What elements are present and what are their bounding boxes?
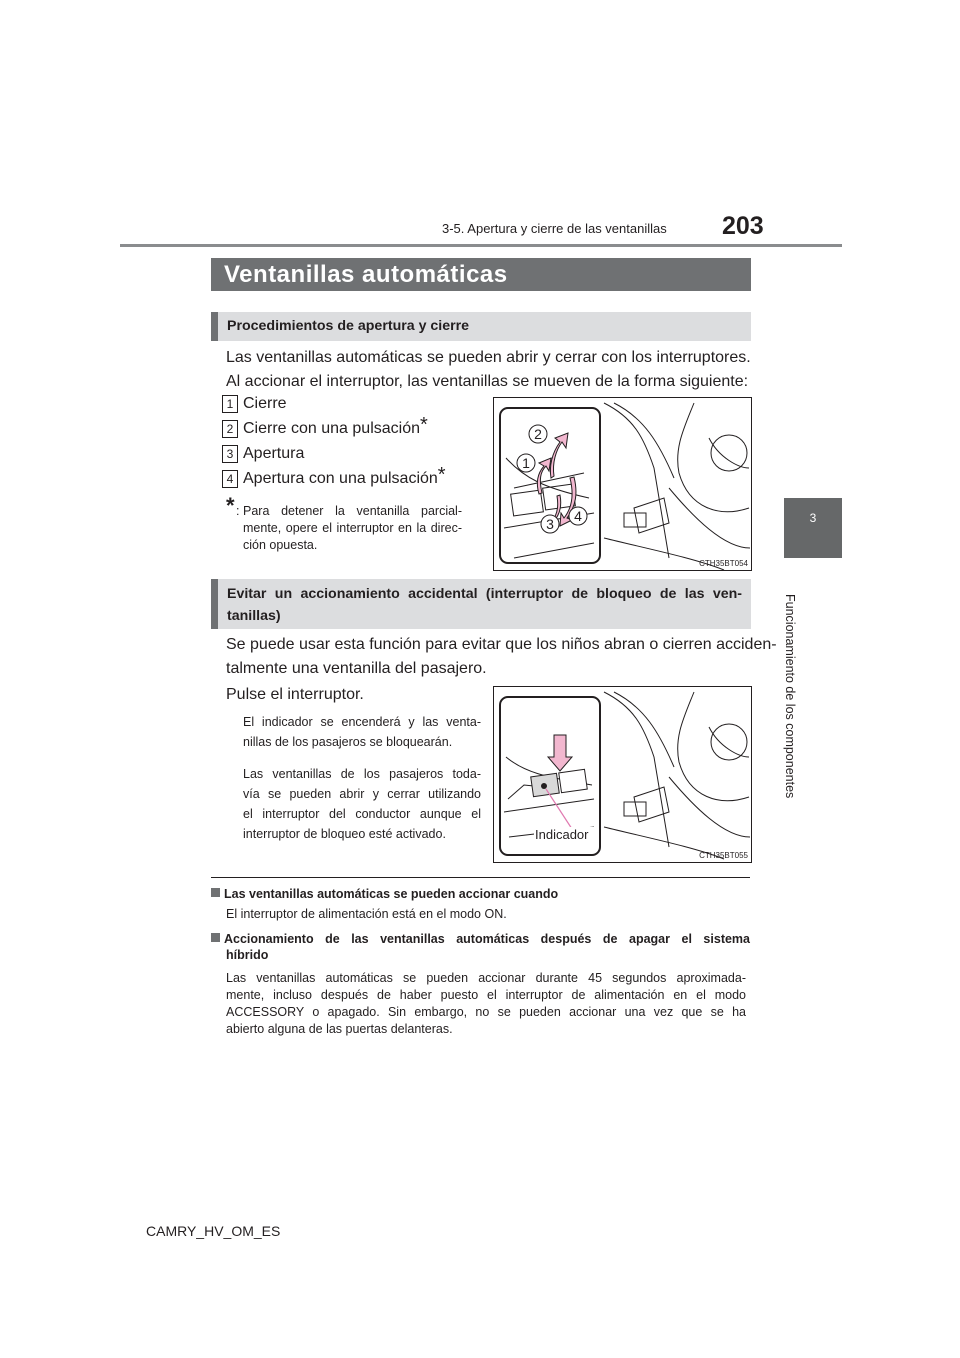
figure-code: CTH35BT055 bbox=[699, 851, 748, 860]
note-line: vía se pueden abrir y cerrar utilizando bbox=[243, 787, 481, 801]
callout-3: 3 bbox=[546, 516, 554, 532]
section-heading-bar bbox=[211, 579, 751, 629]
figure-code: CTH35BT054 bbox=[699, 559, 748, 568]
note-heading-text: híbrido bbox=[226, 948, 269, 962]
note-line: Las ventanillas de los pasajeros toda- bbox=[243, 767, 481, 781]
note-heading bbox=[211, 931, 750, 963]
note-line: ACCESSORY o apagado. Sin embargo, no se pueden accionar una vez que se ha bbox=[226, 1005, 746, 1019]
item-label: Cierre bbox=[243, 395, 287, 412]
chapter-number: 3 bbox=[809, 511, 817, 525]
chapter-tab bbox=[784, 498, 842, 558]
note-line: abierto alguna de las puertas delanteras. bbox=[226, 1022, 453, 1036]
notes-divider bbox=[211, 877, 750, 878]
document-code: CAMRY_HV_OM_ES bbox=[146, 1223, 281, 1239]
note-text: El interruptor de alimentación está en el modo ON. bbox=[226, 907, 507, 921]
footnote-mark: * bbox=[437, 464, 446, 486]
item-number: 4 bbox=[222, 470, 238, 488]
callout-1: 1 bbox=[522, 455, 530, 471]
callout-2: 2 bbox=[534, 426, 542, 442]
note-heading-text: Accionamiento de las ventanillas automáticas después de apagar el sistema bbox=[224, 932, 750, 946]
indicator-label: Indicador bbox=[535, 827, 589, 842]
note-heading bbox=[211, 886, 558, 902]
intro-line: Las ventanillas automáticas se pueden abrir y cerrar con los interruptores. bbox=[226, 349, 751, 366]
item-label bbox=[243, 414, 428, 438]
bullet-square-icon bbox=[211, 888, 220, 897]
page-title: Ventanillas automáticas bbox=[224, 261, 508, 288]
note-line: interruptor de bloqueo esté activado. bbox=[243, 827, 446, 841]
item-label bbox=[243, 464, 446, 488]
figure-lock-switch bbox=[493, 686, 752, 863]
section-heading: Procedimientos de apertura y cierre bbox=[227, 318, 470, 334]
intro-line: Se puede usar esta función para evitar que los niños abran o cierren acciden- bbox=[226, 636, 777, 653]
note-line: nillas de los pasajeros se bloquearán. bbox=[243, 735, 453, 749]
note-block bbox=[243, 764, 481, 844]
heading-accent bbox=[211, 579, 218, 629]
chapter-title-vertical bbox=[783, 594, 815, 799]
running-header-section: 3-5. Apertura y cierre de las ventanillas bbox=[442, 221, 667, 236]
section-heading: Evitar un accionamiento accidental (interruptor de bloqueo de las ven- bbox=[227, 586, 742, 602]
lock-switch-illustration bbox=[494, 687, 751, 862]
figure-window-switches bbox=[493, 397, 752, 571]
note-line: El indicador se encenderá y las venta- bbox=[243, 715, 481, 729]
note-block bbox=[243, 712, 481, 752]
footnote bbox=[243, 503, 462, 554]
step-text: Pulse el interruptor. bbox=[226, 686, 364, 703]
note-line: Las ventanillas automáticas se pueden accionar durante 45 segundos aproximada- bbox=[226, 971, 746, 985]
item-label-text: Apertura con una pulsación bbox=[243, 470, 438, 487]
note-line: mente, incluso después de haber puesto el interruptor de alimentación en el modo bbox=[226, 988, 746, 1002]
footnote-line: ción opuesta. bbox=[243, 538, 318, 552]
page-number: 203 bbox=[722, 212, 764, 240]
section-heading: tanillas) bbox=[227, 608, 281, 624]
intro-line: Al accionar el interruptor, las ventanillas se mueven de la forma siguiente: bbox=[226, 373, 749, 390]
item-number: 1 bbox=[222, 395, 238, 413]
section-heading-bar bbox=[211, 312, 751, 341]
note-text-block bbox=[226, 970, 746, 1038]
footnote-mark: * bbox=[420, 414, 428, 436]
note-heading-text: Las ventanillas automáticas se pueden accionar cuando bbox=[224, 887, 559, 901]
bullet-square-icon bbox=[211, 933, 220, 942]
switch-illustration bbox=[494, 398, 751, 570]
footnote-line: Para detener la ventanilla parcial- bbox=[243, 504, 462, 518]
note-line: el interruptor del conductor aunque el bbox=[243, 807, 481, 821]
footnote-line: mente, opere el interruptor en la direc- bbox=[243, 521, 462, 535]
header-rule bbox=[120, 244, 842, 247]
item-number: 2 bbox=[222, 420, 238, 438]
heading-accent bbox=[211, 312, 218, 341]
chapter-title: Funcionamiento de los componentes bbox=[783, 594, 797, 799]
item-label-text: Cierre con una pulsación bbox=[243, 420, 420, 437]
item-number: 3 bbox=[222, 445, 238, 463]
item-label: Apertura bbox=[243, 445, 305, 462]
intro-line: talmente una ventanilla del pasajero. bbox=[226, 660, 487, 677]
page-title-bar bbox=[211, 258, 751, 291]
footnote-mark: * bbox=[226, 493, 235, 518]
callout-4: 4 bbox=[574, 508, 582, 524]
